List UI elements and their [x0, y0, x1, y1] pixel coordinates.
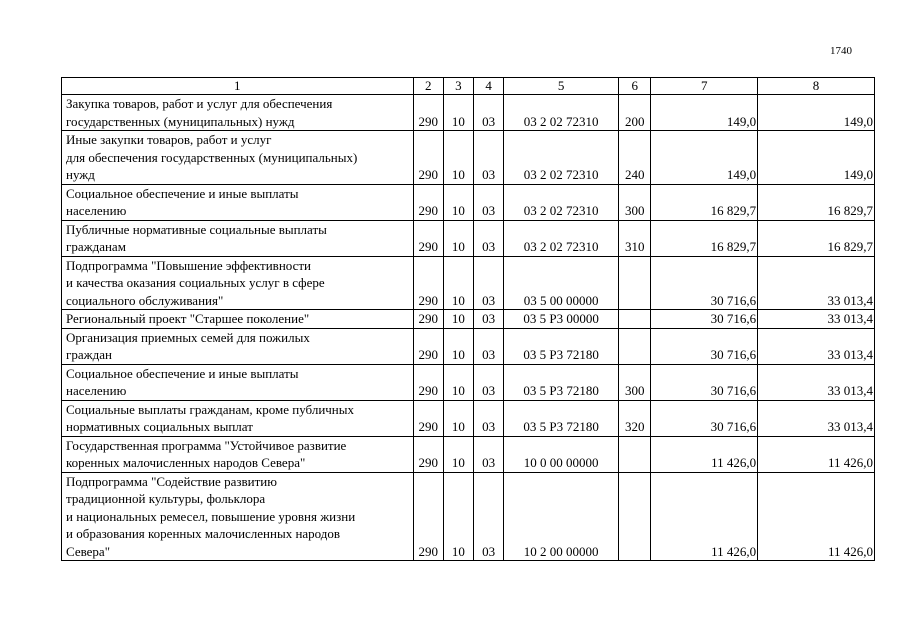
- row-target-code: 03 5 00 00000: [504, 256, 619, 310]
- row-target-code: 03 2 02 72310: [504, 95, 619, 131]
- row-expense-type: 200: [619, 95, 651, 131]
- row-code-2: 290: [413, 328, 443, 364]
- row-target-code: 10 0 00 00000: [504, 436, 619, 472]
- row-code-3: 10: [443, 220, 473, 256]
- row-expense-type: 300: [619, 364, 651, 400]
- table-row: [62, 436, 875, 472]
- row-code-4: 03: [474, 256, 504, 310]
- row-code-3: 10: [443, 328, 473, 364]
- row-expense-type: [619, 436, 651, 472]
- row-code-2: 290: [413, 220, 443, 256]
- row-amount-8: 149,0: [758, 95, 875, 131]
- table-row: [62, 310, 875, 329]
- table-row: [62, 95, 875, 131]
- row-amount-7: 30 716,6: [651, 364, 758, 400]
- row-name: Социальное обеспечение и иные выплаты населению: [62, 184, 414, 220]
- row-name: Социальные выплаты гражданам, кроме публичных нормативных социальных выплат: [62, 400, 414, 436]
- row-target-code: 03 2 02 72310: [504, 184, 619, 220]
- column-header: 6: [619, 78, 651, 95]
- table-row: [62, 220, 875, 256]
- row-code-2: 290: [413, 95, 443, 131]
- table-row: [62, 184, 875, 220]
- row-amount-8: 33 013,4: [758, 400, 875, 436]
- table-row: [62, 328, 875, 364]
- row-code-4: 03: [474, 436, 504, 472]
- column-header: 1: [62, 78, 414, 95]
- row-code-3: 10: [443, 472, 473, 561]
- row-name: Государственная программа "Устойчивое развитие коренных малочисленных народов Севера": [62, 436, 414, 472]
- row-amount-7: 149,0: [651, 95, 758, 131]
- column-header: 5: [504, 78, 619, 95]
- row-name: Социальное обеспечение и иные выплаты населению: [62, 364, 414, 400]
- row-code-3: 10: [443, 131, 473, 185]
- row-amount-8: 33 013,4: [758, 328, 875, 364]
- column-header: 8: [758, 78, 875, 95]
- row-expense-type: 240: [619, 131, 651, 185]
- row-expense-type: 300: [619, 184, 651, 220]
- row-name: Подпрограмма "Повышение эффективности и качества оказания социальных услуг в сфере социального обслуживания": [62, 256, 414, 310]
- row-name: Региональный проект "Старшее поколение": [62, 310, 414, 329]
- row-code-4: 03: [474, 95, 504, 131]
- row-expense-type: [619, 310, 651, 329]
- row-amount-7: 30 716,6: [651, 310, 758, 329]
- row-code-4: 03: [474, 472, 504, 561]
- table-header-row: [62, 78, 875, 95]
- row-code-3: 10: [443, 310, 473, 329]
- row-amount-8: 33 013,4: [758, 364, 875, 400]
- row-amount-7: 30 716,6: [651, 256, 758, 310]
- row-code-4: 03: [474, 364, 504, 400]
- row-code-2: 290: [413, 364, 443, 400]
- row-target-code: 10 2 00 00000: [504, 472, 619, 561]
- row-amount-7: 11 426,0: [651, 472, 758, 561]
- row-expense-type: 320: [619, 400, 651, 436]
- row-code-3: 10: [443, 256, 473, 310]
- row-target-code: 03 2 02 72310: [504, 131, 619, 185]
- row-amount-7: 149,0: [651, 131, 758, 185]
- column-header: 3: [443, 78, 473, 95]
- row-amount-7: 16 829,7: [651, 184, 758, 220]
- column-header: 4: [474, 78, 504, 95]
- table-row: [62, 131, 875, 185]
- row-amount-8: 149,0: [758, 131, 875, 185]
- column-header: 2: [413, 78, 443, 95]
- row-expense-type: 310: [619, 220, 651, 256]
- row-target-code: 03 2 02 72310: [504, 220, 619, 256]
- row-target-code: 03 5 P3 72180: [504, 400, 619, 436]
- row-expense-type: [619, 328, 651, 364]
- row-code-2: 290: [413, 400, 443, 436]
- row-code-2: 290: [413, 310, 443, 329]
- row-code-4: 03: [474, 310, 504, 329]
- row-amount-8: 33 013,4: [758, 310, 875, 329]
- row-code-4: 03: [474, 220, 504, 256]
- row-amount-8: 11 426,0: [758, 436, 875, 472]
- row-amount-7: 16 829,7: [651, 220, 758, 256]
- row-amount-8: 11 426,0: [758, 472, 875, 561]
- row-amount-8: 33 013,4: [758, 256, 875, 310]
- row-code-4: 03: [474, 400, 504, 436]
- budget-table: [61, 77, 875, 561]
- row-code-4: 03: [474, 184, 504, 220]
- row-target-code: 03 5 P3 00000: [504, 310, 619, 329]
- row-code-2: 290: [413, 472, 443, 561]
- row-code-2: 290: [413, 131, 443, 185]
- column-header: 7: [651, 78, 758, 95]
- row-expense-type: [619, 472, 651, 561]
- row-code-4: 03: [474, 328, 504, 364]
- row-amount-7: 30 716,6: [651, 328, 758, 364]
- row-code-2: 290: [413, 256, 443, 310]
- row-amount-7: 11 426,0: [651, 436, 758, 472]
- row-expense-type: [619, 256, 651, 310]
- row-name: Закупка товаров, работ и услуг для обеспечения государственных (муниципальных) нужд: [62, 95, 414, 131]
- row-code-3: 10: [443, 436, 473, 472]
- row-code-3: 10: [443, 400, 473, 436]
- row-name: Публичные нормативные социальные выплаты гражданам: [62, 220, 414, 256]
- table-row: [62, 400, 875, 436]
- table-row: [62, 256, 875, 310]
- table-row: [62, 472, 875, 561]
- row-code-2: 290: [413, 436, 443, 472]
- row-name: Подпрограмма "Содействие развитию традиционной культуры, фольклора и национальных ремесел, повышение уровня жизни и образования коренных малочисленных народов Севера": [62, 472, 414, 561]
- row-code-3: 10: [443, 95, 473, 131]
- row-code-4: 03: [474, 131, 504, 185]
- table-row: [62, 364, 875, 400]
- row-code-3: 10: [443, 184, 473, 220]
- row-amount-8: 16 829,7: [758, 184, 875, 220]
- row-target-code: 03 5 P3 72180: [504, 328, 619, 364]
- page-number: 1740: [830, 45, 852, 57]
- row-name: Организация приемных семей для пожилых граждан: [62, 328, 414, 364]
- row-amount-8: 16 829,7: [758, 220, 875, 256]
- row-name: Иные закупки товаров, работ и услуг для обеспечения государственных (муниципальных) нужд: [62, 131, 414, 185]
- row-target-code: 03 5 P3 72180: [504, 364, 619, 400]
- row-amount-7: 30 716,6: [651, 400, 758, 436]
- row-code-2: 290: [413, 184, 443, 220]
- row-code-3: 10: [443, 364, 473, 400]
